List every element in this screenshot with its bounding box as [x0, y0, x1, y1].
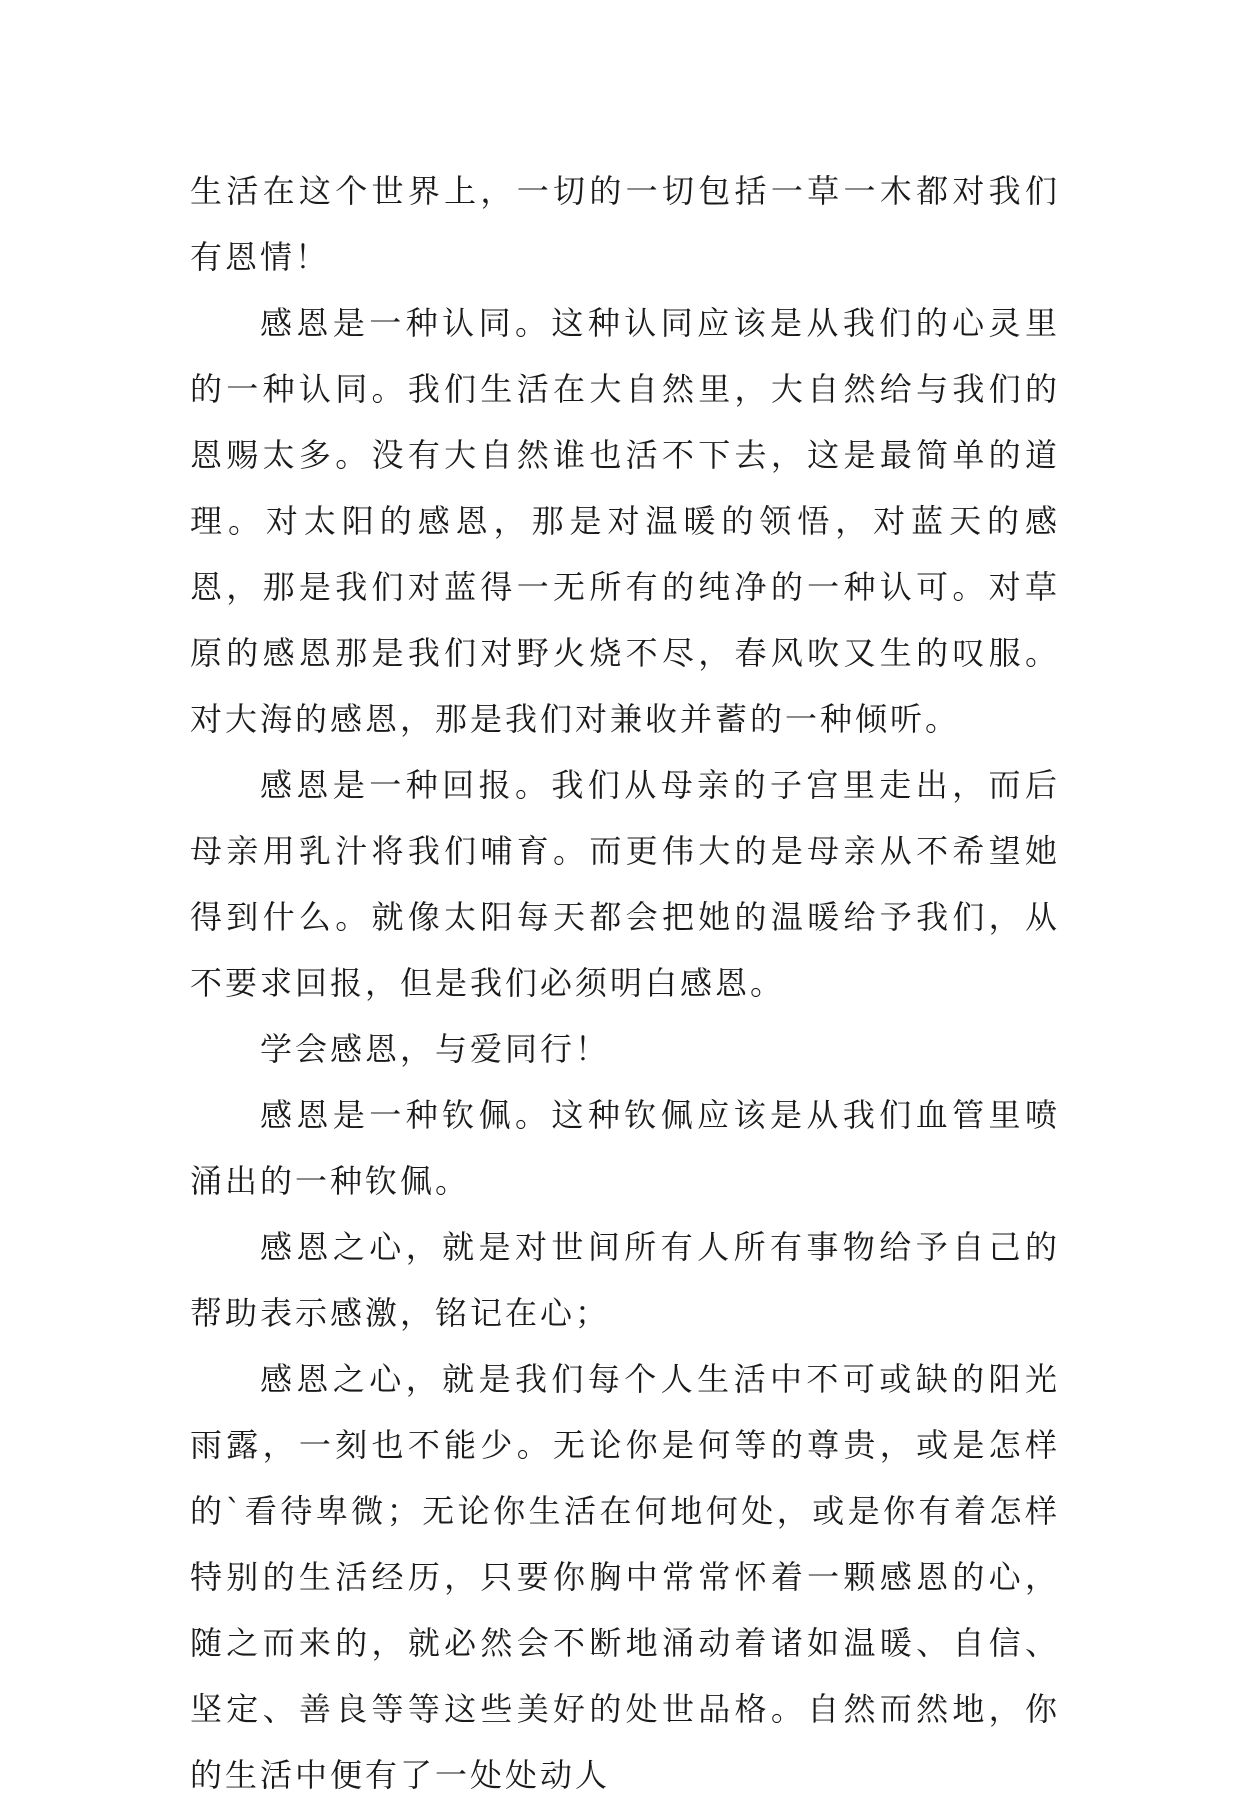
paragraph-4: 学会感恩，与爱同行！: [260, 1030, 611, 1068]
paragraph-5: 感恩是一种钦佩。这种钦佩应该是从我们血管里喷涌出的一种钦佩。: [190, 1096, 1060, 1200]
paragraph-6: 感恩之心，就是对世间所有人所有事物给予自己的帮助表示感激，铭记在心；: [190, 1228, 1060, 1332]
paragraph-1: 生活在这个世界上，一切的一切包括一草一木都对我们有恩情！: [190, 172, 1060, 276]
paragraph-7: 感恩之心，就是我们每个人生活中不可或缺的阳光雨露，一刻也不能少。无论你是何等的尊贵，或是怎样的`看待卑微；无论你生活在何地何处，或是你有着怎样特别的生活经历，只要你胸中常常怀着一颗感恩的心，随之而来的，就必然会不断地涌动着诸如温暖、自信、坚定、善良等等这些美好的处世品格。自然而然地，你的生活中便有了一处处动人: [190, 1360, 1060, 1794]
paragraph-3: 感恩是一种回报。我们从母亲的子宫里走出，而后母亲用乳汁将我们哺育。而更伟大的是母亲从不希望她得到什么。就像太阳每天都会把她的温暖给予我们，从不要求回报，但是我们必须明白感恩。: [190, 766, 1060, 1002]
body-text: [190, 158, 1060, 1808]
paragraph-2: 感恩是一种认同。这种认同应该是从我们的心灵里的一种认同。我们生活在大自然里，大自然给与我们的恩赐太多。没有大自然谁也活不下去，这是最简单的道理。对太阳的感恩，那是对温暖的领悟，对蓝天的感恩，那是我们对蓝得一无所有的纯净的一种认可。对草原的感恩那是我们对野火烧不尽，春风吹又生的叹服。对大海的感恩，那是我们对兼收并蓄的一种倾听。: [190, 304, 1060, 738]
